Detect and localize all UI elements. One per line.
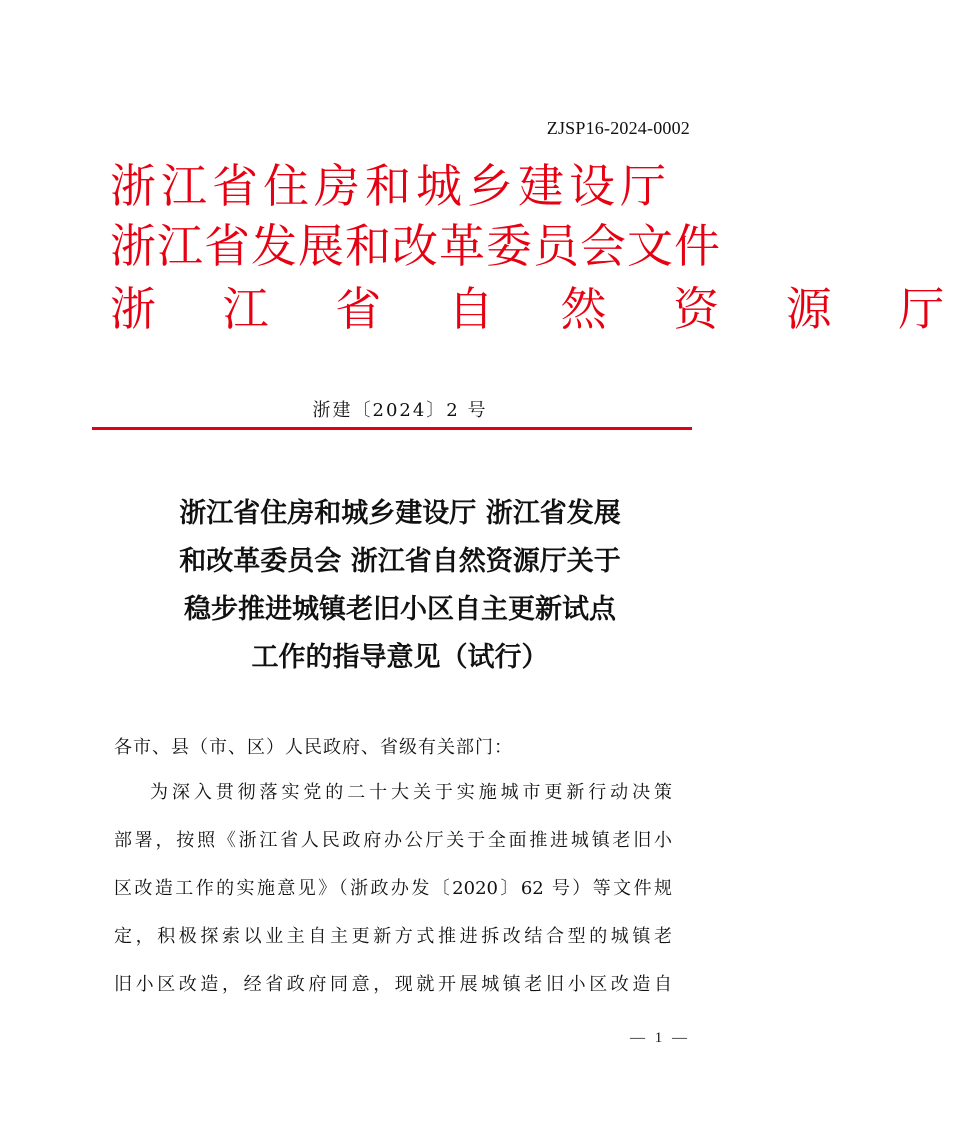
title-line-4: 工作的指导意见（试行） [251,642,549,673]
page-number: — 1 — [630,1030,690,1046]
document-number: 浙建〔2024〕2 号 [312,400,488,421]
salutation: 各市、县（市、区）人民政府、省级有关部门： [114,737,513,758]
red-divider-line [92,427,692,430]
title-line-3: 稳步推进城镇老旧小区自主更新试点 [184,594,616,625]
paragraph-line-5: 旧小区改造，经省政府同意，现就开展城镇老旧小区改造自 [114,974,672,995]
paragraph-line-1: 为深入贯彻落实党的二十大关于实施城市更新行动决策 [150,782,672,803]
issuer-line-3: 浙 江 省 自 然 资 源 厅 [110,282,970,336]
title-line-2: 和改革委员会 浙江省自然资源厅关于 [179,546,621,577]
paragraph-line-2: 部署，按照《浙江省人民政府办公厅关于全面推进城镇老旧小 [114,830,672,851]
issuer-line-2: 浙江省发展和改革委员会文件 [110,219,721,273]
title-line-1: 浙江省住房和城乡建设厅 浙江省发展 [179,498,621,529]
paragraph-line-4: 定，积极探索以业主自主更新方式推进拆改结合型的城镇老 [114,926,672,947]
paragraph-line-3: 区改造工作的实施意见》（浙政办发〔2020〕62 号）等文件规 [114,878,672,899]
issuer-line-1: 浙江省住房和城乡建设厅 [110,159,671,213]
document-title [0,490,800,682]
document-code: ZJSP16-2024-0002 [546,118,690,138]
